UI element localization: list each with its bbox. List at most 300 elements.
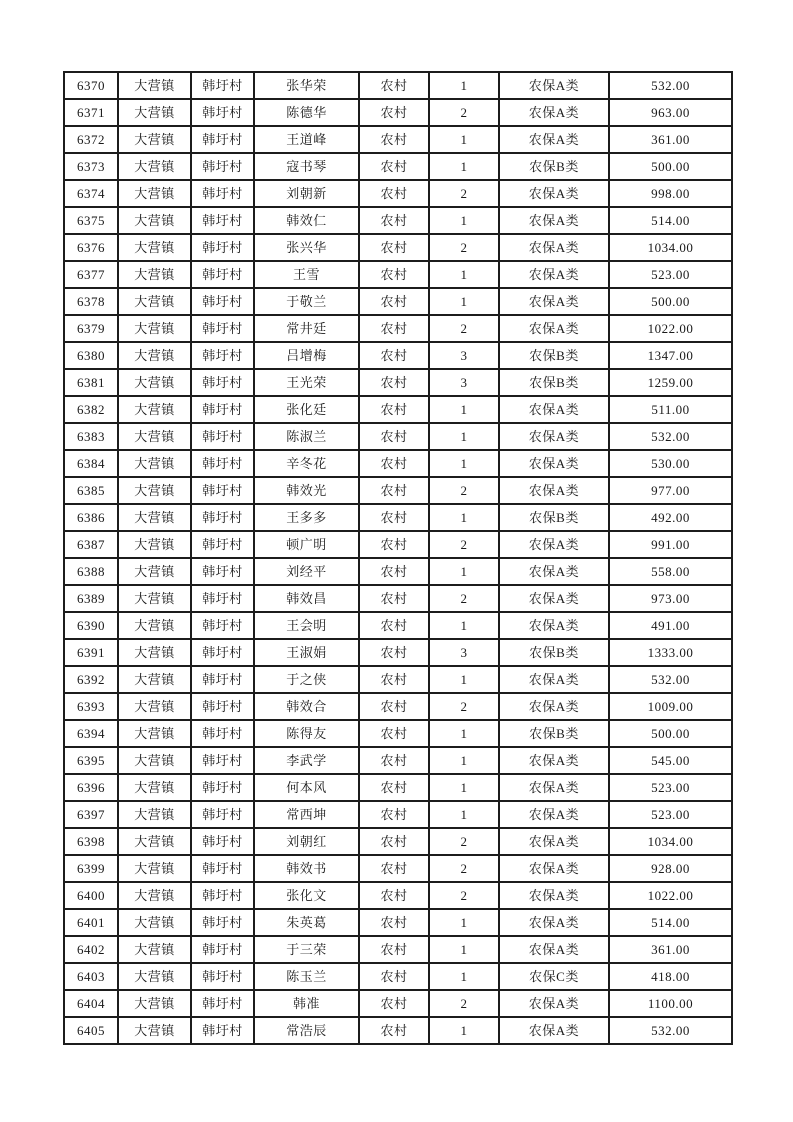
cell-amount: 1333.00 <box>609 639 732 666</box>
cell-count: 1 <box>429 1017 499 1044</box>
cell-village: 韩圩村 <box>191 558 254 585</box>
cell-count: 1 <box>429 261 499 288</box>
cell-amount: 545.00 <box>609 747 732 774</box>
cell-town: 大营镇 <box>118 963 191 990</box>
cell-town: 大营镇 <box>118 369 191 396</box>
cell-town: 大营镇 <box>118 396 191 423</box>
cell-village: 韩圩村 <box>191 369 254 396</box>
cell-type: 农村 <box>359 450 429 477</box>
cell-type: 农村 <box>359 747 429 774</box>
cell-type: 农村 <box>359 720 429 747</box>
cell-id: 6385 <box>64 477 118 504</box>
cell-id: 6404 <box>64 990 118 1017</box>
cell-category: 农保A类 <box>499 747 609 774</box>
cell-category: 农保B类 <box>499 342 609 369</box>
table-row <box>64 828 732 855</box>
cell-amount: 500.00 <box>609 288 732 315</box>
cell-category: 农保A类 <box>499 396 609 423</box>
cell-count: 1 <box>429 450 499 477</box>
cell-amount: 523.00 <box>609 774 732 801</box>
cell-name: 于之侠 <box>254 666 359 693</box>
cell-id: 6388 <box>64 558 118 585</box>
cell-type: 农村 <box>359 531 429 558</box>
cell-id: 6375 <box>64 207 118 234</box>
cell-name: 辛冬花 <box>254 450 359 477</box>
cell-town: 大营镇 <box>118 153 191 180</box>
cell-type: 农村 <box>359 315 429 342</box>
cell-town: 大营镇 <box>118 504 191 531</box>
cell-category: 农保A类 <box>499 531 609 558</box>
cell-town: 大营镇 <box>118 801 191 828</box>
table-row <box>64 504 732 531</box>
cell-category: 农保B类 <box>499 720 609 747</box>
cell-category: 农保A类 <box>499 126 609 153</box>
cell-type: 农村 <box>359 153 429 180</box>
cell-village: 韩圩村 <box>191 747 254 774</box>
cell-village: 韩圩村 <box>191 1017 254 1044</box>
cell-id: 6378 <box>64 288 118 315</box>
cell-type: 农村 <box>359 1017 429 1044</box>
cell-name: 何本风 <box>254 774 359 801</box>
cell-category: 农保A类 <box>499 423 609 450</box>
cell-type: 农村 <box>359 126 429 153</box>
cell-id: 6396 <box>64 774 118 801</box>
cell-name: 寇书琴 <box>254 153 359 180</box>
cell-count: 2 <box>429 585 499 612</box>
cell-village: 韩圩村 <box>191 774 254 801</box>
cell-name: 陈得友 <box>254 720 359 747</box>
cell-name: 张化廷 <box>254 396 359 423</box>
cell-count: 1 <box>429 612 499 639</box>
cell-amount: 532.00 <box>609 1017 732 1044</box>
cell-name: 陈玉兰 <box>254 963 359 990</box>
cell-village: 韩圩村 <box>191 99 254 126</box>
cell-village: 韩圩村 <box>191 855 254 882</box>
table-row <box>64 396 732 423</box>
table-row <box>64 180 732 207</box>
cell-amount: 523.00 <box>609 261 732 288</box>
cell-id: 6379 <box>64 315 118 342</box>
cell-category: 农保C类 <box>499 963 609 990</box>
cell-town: 大营镇 <box>118 693 191 720</box>
cell-name: 王多多 <box>254 504 359 531</box>
cell-amount: 532.00 <box>609 423 732 450</box>
cell-town: 大营镇 <box>118 855 191 882</box>
cell-town: 大营镇 <box>118 585 191 612</box>
cell-count: 1 <box>429 126 499 153</box>
cell-type: 农村 <box>359 207 429 234</box>
cell-type: 农村 <box>359 693 429 720</box>
cell-count: 2 <box>429 828 499 855</box>
cell-id: 6374 <box>64 180 118 207</box>
cell-village: 韩圩村 <box>191 612 254 639</box>
cell-id: 6371 <box>64 99 118 126</box>
cell-id: 6391 <box>64 639 118 666</box>
cell-amount: 1022.00 <box>609 882 732 909</box>
cell-count: 1 <box>429 801 499 828</box>
cell-village: 韩圩村 <box>191 963 254 990</box>
cell-type: 农村 <box>359 558 429 585</box>
cell-village: 韩圩村 <box>191 234 254 261</box>
cell-village: 韩圩村 <box>191 720 254 747</box>
cell-amount: 530.00 <box>609 450 732 477</box>
cell-town: 大营镇 <box>118 423 191 450</box>
cell-village: 韩圩村 <box>191 666 254 693</box>
table-row <box>64 747 732 774</box>
cell-type: 农村 <box>359 234 429 261</box>
cell-town: 大营镇 <box>118 720 191 747</box>
cell-id: 6381 <box>64 369 118 396</box>
cell-id: 6394 <box>64 720 118 747</box>
cell-amount: 1347.00 <box>609 342 732 369</box>
cell-count: 2 <box>429 855 499 882</box>
cell-count: 1 <box>429 774 499 801</box>
cell-name: 刘朝红 <box>254 828 359 855</box>
cell-category: 农保A类 <box>499 477 609 504</box>
cell-name: 韩效书 <box>254 855 359 882</box>
cell-id: 6389 <box>64 585 118 612</box>
cell-id: 6382 <box>64 396 118 423</box>
table-row <box>64 207 732 234</box>
cell-amount: 511.00 <box>609 396 732 423</box>
cell-town: 大营镇 <box>118 261 191 288</box>
cell-town: 大营镇 <box>118 72 191 99</box>
cell-name: 刘朝新 <box>254 180 359 207</box>
cell-category: 农保A类 <box>499 882 609 909</box>
cell-id: 6392 <box>64 666 118 693</box>
cell-category: 农保A类 <box>499 207 609 234</box>
cell-category: 农保A类 <box>499 801 609 828</box>
cell-village: 韩圩村 <box>191 288 254 315</box>
cell-name: 王雪 <box>254 261 359 288</box>
cell-id: 6380 <box>64 342 118 369</box>
cell-category: 农保A类 <box>499 180 609 207</box>
cell-town: 大营镇 <box>118 558 191 585</box>
cell-type: 农村 <box>359 261 429 288</box>
cell-type: 农村 <box>359 909 429 936</box>
cell-id: 6401 <box>64 909 118 936</box>
cell-type: 农村 <box>359 342 429 369</box>
cell-count: 1 <box>429 666 499 693</box>
cell-name: 于敬兰 <box>254 288 359 315</box>
cell-village: 韩圩村 <box>191 315 254 342</box>
cell-village: 韩圩村 <box>191 909 254 936</box>
cell-id: 6397 <box>64 801 118 828</box>
cell-id: 6398 <box>64 828 118 855</box>
cell-village: 韩圩村 <box>191 153 254 180</box>
cell-amount: 1034.00 <box>609 828 732 855</box>
cell-amount: 361.00 <box>609 126 732 153</box>
table-row <box>64 720 732 747</box>
cell-town: 大营镇 <box>118 666 191 693</box>
cell-id: 6376 <box>64 234 118 261</box>
cell-type: 农村 <box>359 801 429 828</box>
cell-town: 大营镇 <box>118 747 191 774</box>
cell-count: 2 <box>429 990 499 1017</box>
table-row <box>64 1017 732 1044</box>
cell-count: 2 <box>429 693 499 720</box>
table-row <box>64 585 732 612</box>
cell-type: 农村 <box>359 72 429 99</box>
cell-category: 农保A类 <box>499 666 609 693</box>
cell-amount: 418.00 <box>609 963 732 990</box>
cell-category: 农保A类 <box>499 936 609 963</box>
table-row <box>64 612 732 639</box>
cell-amount: 514.00 <box>609 909 732 936</box>
cell-count: 1 <box>429 720 499 747</box>
table-row <box>64 423 732 450</box>
cell-id: 6384 <box>64 450 118 477</box>
cell-type: 农村 <box>359 936 429 963</box>
cell-town: 大营镇 <box>118 477 191 504</box>
table-row <box>64 315 732 342</box>
cell-category: 农保B类 <box>499 369 609 396</box>
cell-town: 大营镇 <box>118 180 191 207</box>
cell-village: 韩圩村 <box>191 207 254 234</box>
table-row <box>64 450 732 477</box>
cell-amount: 977.00 <box>609 477 732 504</box>
cell-count: 1 <box>429 558 499 585</box>
cell-id: 6395 <box>64 747 118 774</box>
cell-name: 王淑娟 <box>254 639 359 666</box>
cell-category: 农保A类 <box>499 990 609 1017</box>
cell-village: 韩圩村 <box>191 423 254 450</box>
cell-amount: 1100.00 <box>609 990 732 1017</box>
cell-category: 农保A类 <box>499 288 609 315</box>
table-row <box>64 882 732 909</box>
cell-town: 大营镇 <box>118 234 191 261</box>
cell-name: 顿广明 <box>254 531 359 558</box>
cell-town: 大营镇 <box>118 828 191 855</box>
cell-village: 韩圩村 <box>191 693 254 720</box>
cell-name: 朱英葛 <box>254 909 359 936</box>
table-row <box>64 558 732 585</box>
cell-name: 韩准 <box>254 990 359 1017</box>
table-row <box>64 261 732 288</box>
cell-town: 大营镇 <box>118 342 191 369</box>
cell-amount: 558.00 <box>609 558 732 585</box>
table-row <box>64 936 732 963</box>
table-row <box>64 666 732 693</box>
benefit-roster-table <box>63 71 733 1045</box>
cell-name: 张化文 <box>254 882 359 909</box>
cell-count: 1 <box>429 396 499 423</box>
cell-town: 大营镇 <box>118 126 191 153</box>
cell-village: 韩圩村 <box>191 990 254 1017</box>
cell-town: 大营镇 <box>118 882 191 909</box>
cell-town: 大营镇 <box>118 990 191 1017</box>
cell-category: 农保A类 <box>499 99 609 126</box>
cell-category: 农保A类 <box>499 72 609 99</box>
cell-name: 韩效仁 <box>254 207 359 234</box>
cell-type: 农村 <box>359 639 429 666</box>
cell-count: 2 <box>429 180 499 207</box>
cell-id: 6399 <box>64 855 118 882</box>
cell-village: 韩圩村 <box>191 180 254 207</box>
cell-village: 韩圩村 <box>191 936 254 963</box>
cell-name: 王光荣 <box>254 369 359 396</box>
cell-count: 1 <box>429 747 499 774</box>
cell-amount: 998.00 <box>609 180 732 207</box>
table-row <box>64 963 732 990</box>
cell-category: 农保A类 <box>499 261 609 288</box>
cell-amount: 963.00 <box>609 99 732 126</box>
cell-type: 农村 <box>359 828 429 855</box>
table-row <box>64 288 732 315</box>
cell-name: 于三荣 <box>254 936 359 963</box>
cell-category: 农保A类 <box>499 855 609 882</box>
cell-amount: 973.00 <box>609 585 732 612</box>
table-row <box>64 909 732 936</box>
cell-category: 农保A类 <box>499 693 609 720</box>
cell-name: 常井廷 <box>254 315 359 342</box>
cell-amount: 991.00 <box>609 531 732 558</box>
cell-amount: 1259.00 <box>609 369 732 396</box>
cell-count: 2 <box>429 99 499 126</box>
cell-category: 农保A类 <box>499 585 609 612</box>
cell-name: 陈德华 <box>254 99 359 126</box>
cell-type: 农村 <box>359 882 429 909</box>
cell-type: 农村 <box>359 477 429 504</box>
cell-category: 农保A类 <box>499 558 609 585</box>
cell-town: 大营镇 <box>118 936 191 963</box>
cell-name: 王会明 <box>254 612 359 639</box>
table-row <box>64 477 732 504</box>
cell-count: 1 <box>429 207 499 234</box>
cell-id: 6403 <box>64 963 118 990</box>
cell-type: 农村 <box>359 423 429 450</box>
table-row <box>64 126 732 153</box>
table-row <box>64 234 732 261</box>
table-row <box>64 990 732 1017</box>
cell-name: 张华荣 <box>254 72 359 99</box>
cell-type: 农村 <box>359 180 429 207</box>
cell-id: 6386 <box>64 504 118 531</box>
cell-amount: 532.00 <box>609 72 732 99</box>
cell-id: 6370 <box>64 72 118 99</box>
cell-count: 2 <box>429 477 499 504</box>
table-body <box>64 72 732 1044</box>
table-row <box>64 801 732 828</box>
cell-id: 6377 <box>64 261 118 288</box>
cell-amount: 500.00 <box>609 153 732 180</box>
cell-type: 农村 <box>359 612 429 639</box>
table-row <box>64 99 732 126</box>
cell-id: 6393 <box>64 693 118 720</box>
cell-amount: 1022.00 <box>609 315 732 342</box>
cell-village: 韩圩村 <box>191 801 254 828</box>
cell-name: 王道峰 <box>254 126 359 153</box>
cell-type: 农村 <box>359 504 429 531</box>
cell-category: 农保A类 <box>499 315 609 342</box>
cell-id: 6373 <box>64 153 118 180</box>
cell-name: 韩效合 <box>254 693 359 720</box>
table-row <box>64 531 732 558</box>
cell-category: 农保B类 <box>499 639 609 666</box>
cell-count: 1 <box>429 72 499 99</box>
cell-amount: 514.00 <box>609 207 732 234</box>
cell-amount: 361.00 <box>609 936 732 963</box>
cell-count: 1 <box>429 936 499 963</box>
cell-amount: 1034.00 <box>609 234 732 261</box>
cell-id: 6383 <box>64 423 118 450</box>
cell-id: 6390 <box>64 612 118 639</box>
cell-type: 农村 <box>359 369 429 396</box>
cell-count: 3 <box>429 639 499 666</box>
table-row <box>64 369 732 396</box>
cell-amount: 928.00 <box>609 855 732 882</box>
cell-type: 农村 <box>359 990 429 1017</box>
cell-town: 大营镇 <box>118 774 191 801</box>
cell-amount: 523.00 <box>609 801 732 828</box>
cell-village: 韩圩村 <box>191 585 254 612</box>
cell-town: 大营镇 <box>118 531 191 558</box>
cell-amount: 1009.00 <box>609 693 732 720</box>
cell-count: 1 <box>429 423 499 450</box>
cell-category: 农保A类 <box>499 909 609 936</box>
cell-id: 6372 <box>64 126 118 153</box>
cell-town: 大营镇 <box>118 99 191 126</box>
table-row <box>64 153 732 180</box>
cell-id: 6402 <box>64 936 118 963</box>
cell-count: 1 <box>429 153 499 180</box>
cell-type: 农村 <box>359 963 429 990</box>
cell-id: 6387 <box>64 531 118 558</box>
cell-type: 农村 <box>359 855 429 882</box>
cell-name: 刘经平 <box>254 558 359 585</box>
cell-village: 韩圩村 <box>191 639 254 666</box>
cell-village: 韩圩村 <box>191 828 254 855</box>
cell-town: 大营镇 <box>118 909 191 936</box>
cell-category: 农保A类 <box>499 1017 609 1044</box>
cell-village: 韩圩村 <box>191 261 254 288</box>
cell-name: 李武学 <box>254 747 359 774</box>
cell-type: 农村 <box>359 774 429 801</box>
cell-village: 韩圩村 <box>191 531 254 558</box>
cell-count: 2 <box>429 882 499 909</box>
table-row <box>64 342 732 369</box>
cell-count: 2 <box>429 531 499 558</box>
cell-town: 大营镇 <box>118 639 191 666</box>
cell-name: 韩效昌 <box>254 585 359 612</box>
table-row <box>64 693 732 720</box>
cell-town: 大营镇 <box>118 315 191 342</box>
cell-amount: 500.00 <box>609 720 732 747</box>
cell-village: 韩圩村 <box>191 504 254 531</box>
cell-amount: 532.00 <box>609 666 732 693</box>
table-row <box>64 774 732 801</box>
cell-type: 农村 <box>359 666 429 693</box>
cell-category: 农保A类 <box>499 828 609 855</box>
cell-town: 大营镇 <box>118 207 191 234</box>
cell-name: 常西坤 <box>254 801 359 828</box>
cell-town: 大营镇 <box>118 288 191 315</box>
cell-village: 韩圩村 <box>191 882 254 909</box>
cell-count: 1 <box>429 963 499 990</box>
cell-village: 韩圩村 <box>191 477 254 504</box>
cell-category: 农保B类 <box>499 504 609 531</box>
cell-type: 农村 <box>359 396 429 423</box>
cell-village: 韩圩村 <box>191 396 254 423</box>
cell-village: 韩圩村 <box>191 342 254 369</box>
cell-town: 大营镇 <box>118 1017 191 1044</box>
table-row <box>64 72 732 99</box>
cell-category: 农保A类 <box>499 234 609 261</box>
cell-type: 农村 <box>359 288 429 315</box>
cell-count: 2 <box>429 234 499 261</box>
cell-name: 韩效光 <box>254 477 359 504</box>
cell-count: 2 <box>429 315 499 342</box>
